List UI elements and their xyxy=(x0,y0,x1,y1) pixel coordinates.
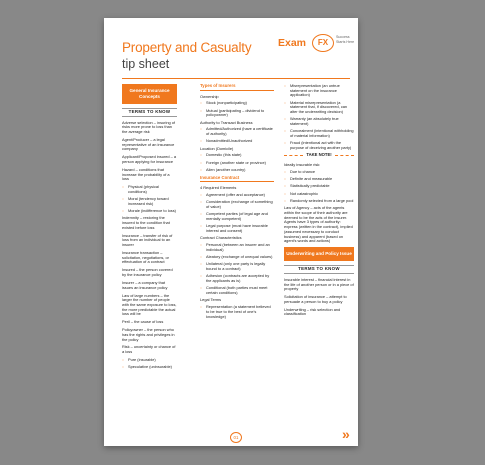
logo-exam-text: Exam xyxy=(278,37,307,49)
bullet-item: ○ Fraud (intentional act with the purpose of deceiving another party) xyxy=(284,141,354,150)
term-paragraph: Indemnity – restoring the insured to the condition that existed before loss xyxy=(122,215,170,230)
subheading: Legal Terms xyxy=(200,297,222,303)
bullet-item: ○ Statistically predictable xyxy=(284,184,354,189)
bullet-item: ○ Due to chance xyxy=(284,170,354,175)
bullet-item: ○ Adhesion (contracts are accepted by the applicants as is) xyxy=(200,274,274,283)
bullet-item: ○ Misrepresentation (an untrue statement on the insurance application) xyxy=(284,84,354,98)
subheading: Ownership xyxy=(200,93,219,99)
page-title: Property and Casualty xyxy=(122,40,252,55)
column-insurers-contract xyxy=(200,84,274,322)
subheading: Contract Characteristics xyxy=(200,235,242,241)
terms-to-know-heading: TERMS TO KNOW xyxy=(122,108,177,117)
bullet-item: ○ Speculative (uninsurable) xyxy=(122,365,177,370)
bullet-item: ○ Moral (tendency toward increased risk) xyxy=(122,197,177,206)
insurance-contract-list xyxy=(200,186,274,319)
term-paragraph: Law of Agency – acts of the agents within the scope of their authority are deemed to be the acts of the insurer. Agents have 3 types of authority: express (written in the contract), implied (assumed necessary to conduct business) and apparent (based on agent's words and actions) xyxy=(284,205,353,244)
bullet-item: ○ Concealment (intentional withholding of material information) xyxy=(284,129,354,138)
bullet-item: ○ Stock (nonparticipating) xyxy=(200,101,274,106)
types-of-insurers-heading: Types of Insurers xyxy=(200,84,274,91)
bullet-item: ○ Nonadmitted/Unauthorized xyxy=(200,139,274,144)
bullet-item: ○ Unilateral (only one party is legally bound to a contract) xyxy=(200,262,274,271)
subheading: Ideally insurable risk: xyxy=(284,162,321,168)
insurable-risk-list xyxy=(284,163,354,244)
term-paragraph: Insurance transaction – solicitation, negotiations, or effectuation of a contract xyxy=(122,250,169,265)
term-paragraph: Solicitation of insurance – attempt to persuade a person to buy a policy xyxy=(284,294,347,304)
bullet-item: ○ Agreement (offer and acceptance) xyxy=(200,193,274,198)
term-paragraph: Insurable interest – financial interest in the life of another person or in a piece of property xyxy=(284,276,354,292)
bullet-item: ○ Morale (indifference to loss) xyxy=(122,209,177,214)
bullet-item: ○ Foreign (another state or province) xyxy=(200,161,274,166)
bullet-item: ○ Material misrepresentation (a statement that, if discovered, can alter the underwriting decision) xyxy=(284,101,354,115)
terms-to-know-heading-2: TERMS TO KNOW xyxy=(284,265,354,274)
page-number-badge: 01 xyxy=(230,432,242,443)
bullet-item: ○ Domestic (this state) xyxy=(200,153,274,158)
take-note-label: TAKE NOTE! xyxy=(306,152,332,158)
term-paragraph: Insurer – a company that issues an insurance policy xyxy=(122,279,168,290)
section-box-underwriting: Underwriting and Policy Issue xyxy=(284,247,354,261)
bullet-item: ○ Aleatory (exchange of unequal values) xyxy=(200,255,274,260)
logo-tagline: Success Starts Here xyxy=(336,35,355,44)
column-general-concepts xyxy=(122,84,177,373)
next-page-chevron-icon[interactable]: » xyxy=(342,426,350,442)
subheading: Authority to Transact Business xyxy=(200,119,253,125)
underwriting-terms-list xyxy=(284,278,354,317)
take-note-line-right xyxy=(335,155,354,156)
term-paragraph: Adverse selection – insuring of risks more prone to loss than the average risk xyxy=(122,119,175,135)
header-divider xyxy=(122,78,350,79)
bullet-item: ○ Alien (another country) xyxy=(200,168,274,173)
bullet-item: ○ Definite and measurable xyxy=(284,177,354,182)
tip-sheet-page xyxy=(104,18,358,446)
bullet-item: ○ Consideration (exchange of something of value) xyxy=(200,200,274,209)
insurance-contract-heading: Insurance Contract xyxy=(200,176,274,183)
term-paragraph: Applicant/Proposed insured – a person applying for insurance xyxy=(122,154,177,164)
bullet-item: ○ Randomly selected from a large pool xyxy=(284,199,354,204)
bullet-item: ○ Not catastrophic xyxy=(284,192,354,197)
term-paragraph: Peril – the cause of loss xyxy=(122,319,164,325)
section-box-general-concepts: General Insurance Concepts xyxy=(122,84,177,104)
take-note-banner xyxy=(284,153,354,158)
bullet-item: ○ Warranty (an absolutely true statement) xyxy=(284,117,354,126)
subheading: Location (Domicile) xyxy=(200,145,234,151)
bullet-item: ○ Competent parties (of legal age and mentally competent) xyxy=(200,212,274,221)
column-legal-underwriting xyxy=(284,84,354,320)
types-of-insurers-list xyxy=(200,95,274,173)
examfx-logo xyxy=(276,33,356,57)
term-paragraph: Risk – uncertainty or chance of a loss xyxy=(122,344,176,355)
bullet-item: ○ Admitted/Authorized (have a certificate of authority) xyxy=(200,127,274,136)
take-note-line-left xyxy=(284,155,303,156)
logo-fx-badge: FX xyxy=(312,34,334,52)
bullet-item: ○ Personal (between an insurer and an individual) xyxy=(200,243,274,252)
bullet-item: ○ Physical (physical conditions) xyxy=(122,185,177,194)
page-subtitle: tip sheet xyxy=(122,57,170,71)
subheading: 4 Required Elements xyxy=(200,185,237,191)
bullet-item: ○ Conditional (both parties must meet certain conditions) xyxy=(200,286,274,295)
term-paragraph: Law of large numbers – the larger the number of people with the same exposure to loss, the more predictable the actual loss will be xyxy=(122,292,177,317)
term-paragraph: Underwriting – risk selection and classification xyxy=(284,306,341,317)
bullet-item: ○ Mutual (participating – dividend to policyowner) xyxy=(200,109,274,118)
legal-terms-list xyxy=(284,84,354,151)
bullet-item: ○ Legal purpose (must have insurable interest and consent) xyxy=(200,224,274,233)
bullet-item: ○ Pure (insurable) xyxy=(122,358,177,363)
term-paragraph: Agent/Producer – a legal representative of an insurance company xyxy=(122,137,175,152)
terms-list xyxy=(122,121,177,370)
term-paragraph: Insurance – transfer of risk of loss from an individual to an insurer xyxy=(122,232,173,248)
term-paragraph: Insured – the person covered by the insurance policy xyxy=(122,267,173,278)
term-paragraph: Policyowner – the person who has the rights and privileges in the policy xyxy=(122,327,175,342)
term-paragraph: Hazard – conditions that increase the probability of a loss xyxy=(122,166,170,182)
bullet-item: ○ Representation (a statement believed to be true to the best of one's knowledge) xyxy=(200,305,274,319)
